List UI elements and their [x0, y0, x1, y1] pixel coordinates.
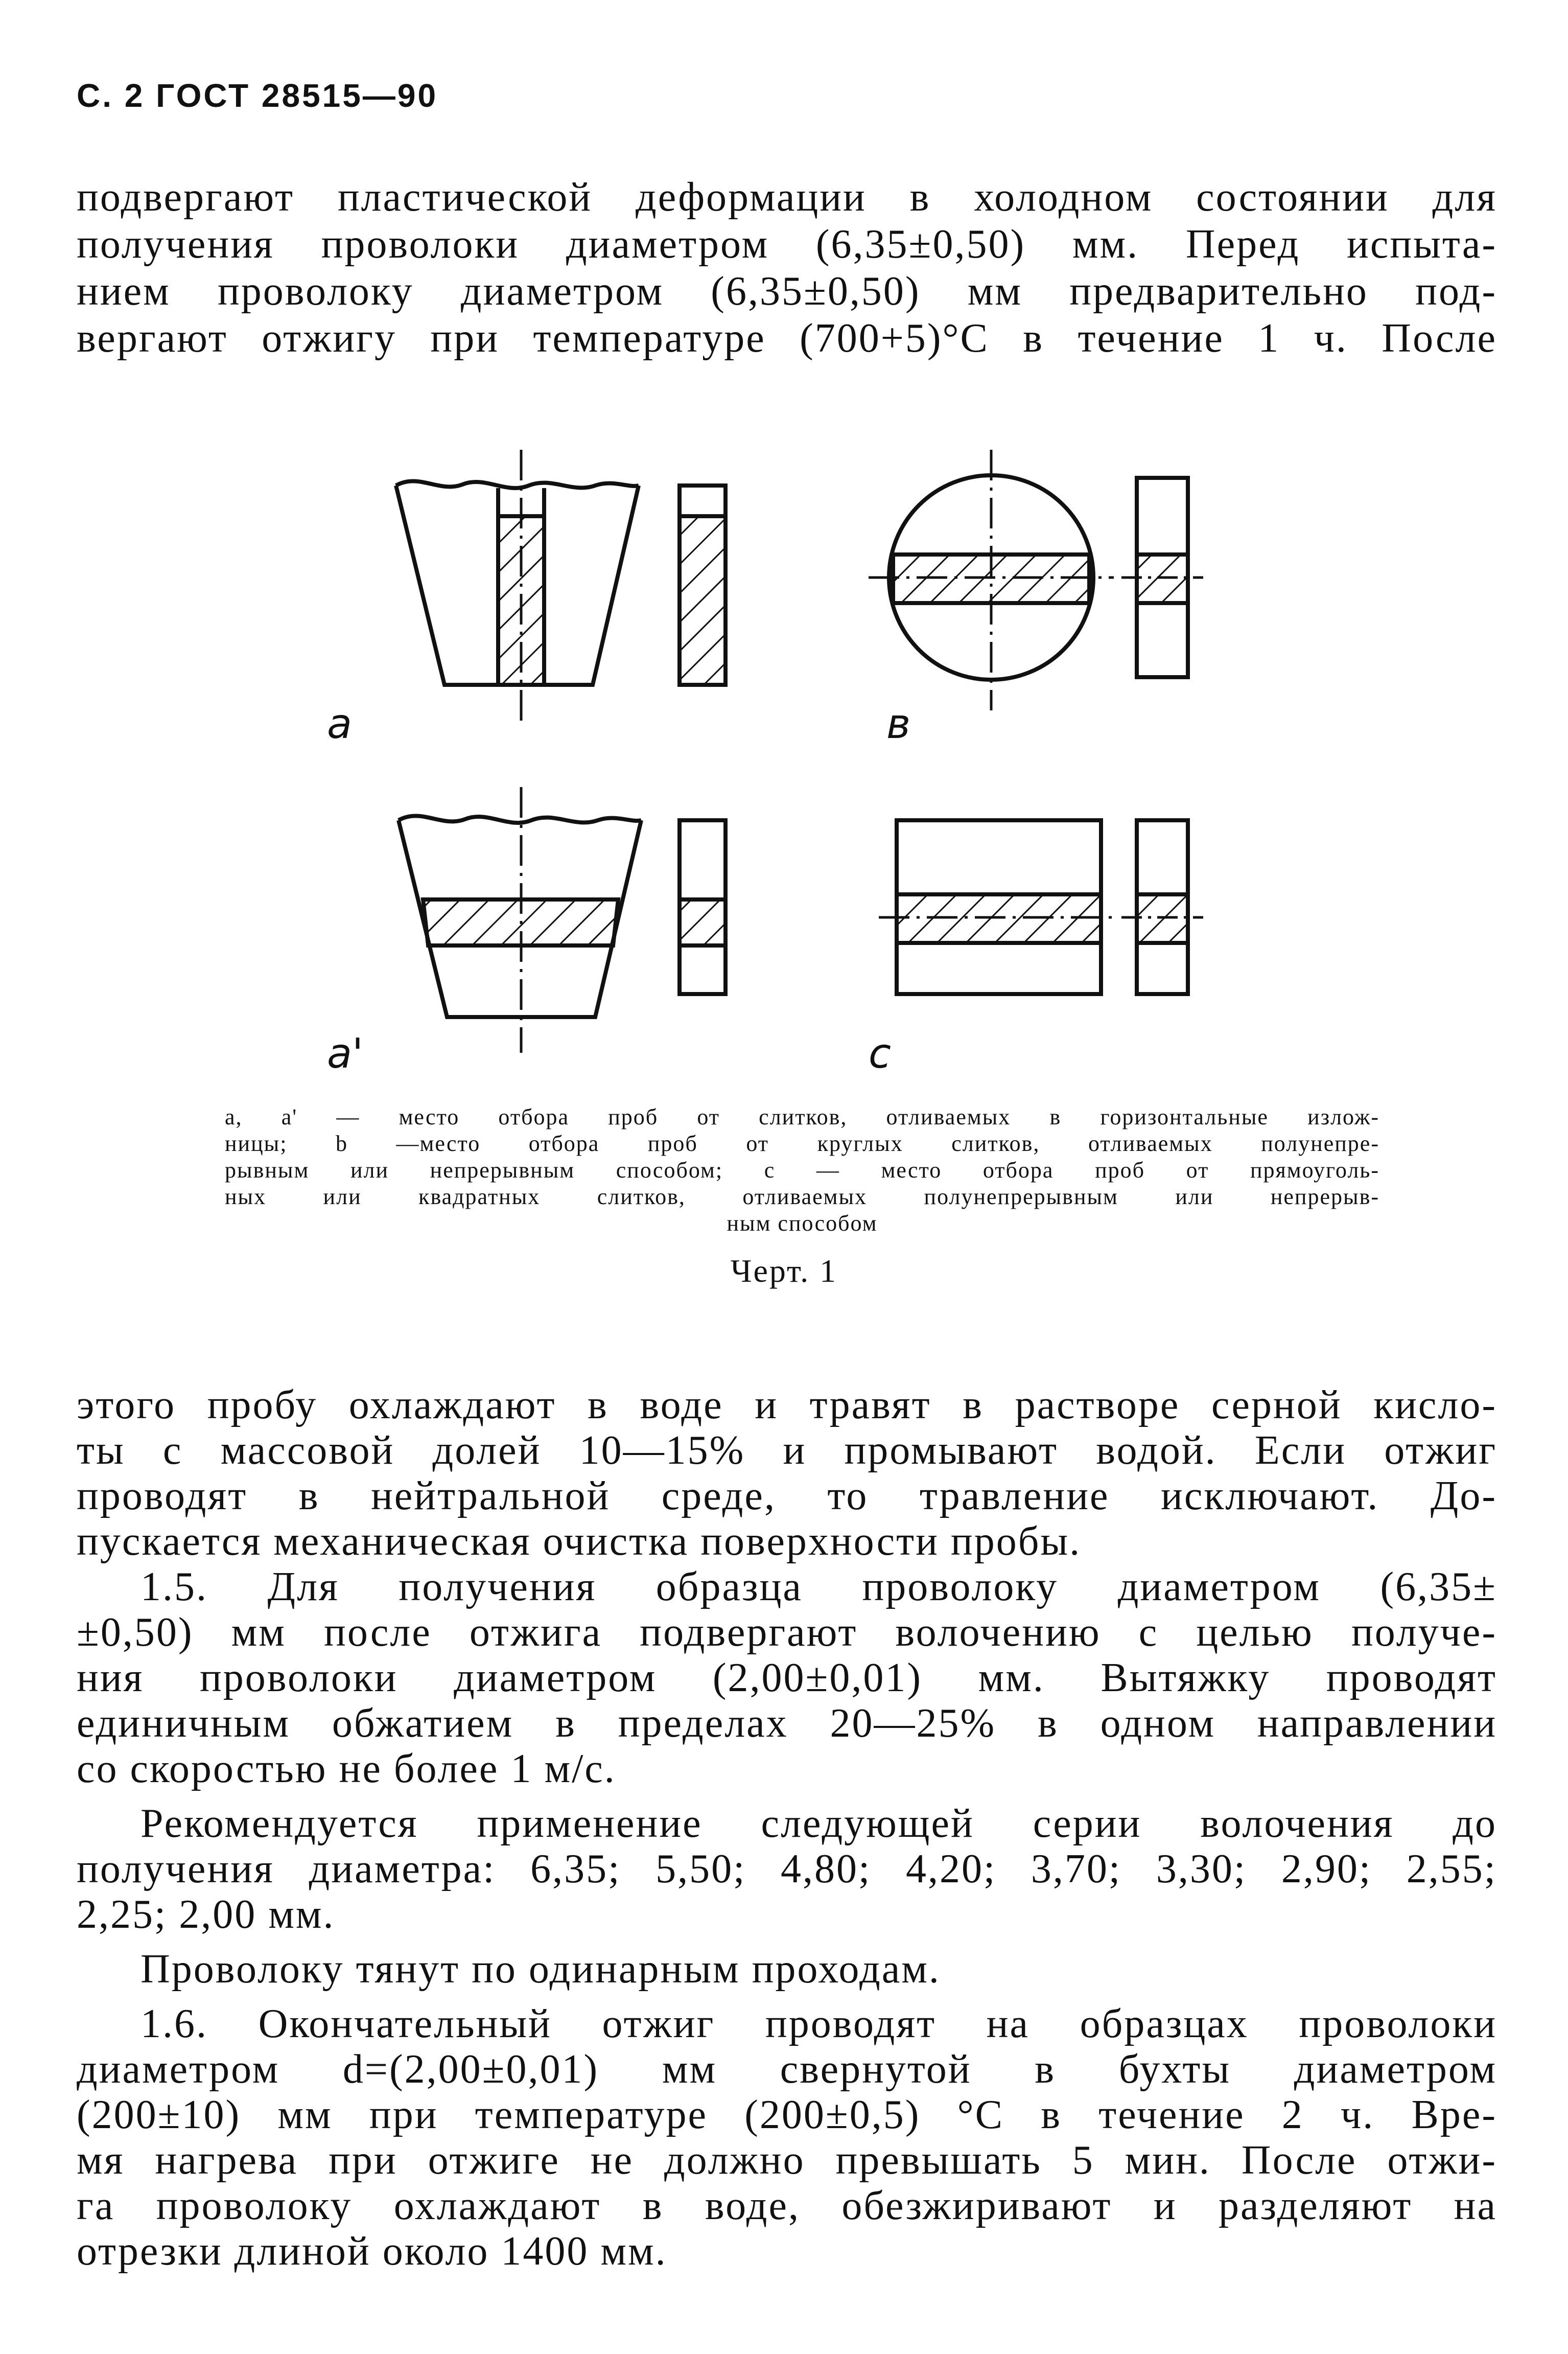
text-line: нием проволоку диаметром (6,35±0,50) мм предварительно под-	[77, 269, 1497, 314]
ingot-a	[396, 450, 726, 726]
page-header: С. 2 ГОСТ 28515—90	[77, 77, 438, 114]
text-line: ния проволоки диаметром (2,00±0,01) мм. Вытяжку проводят	[77, 1655, 1497, 1700]
text-line: единичным обжатием в пределах 20—25% в одном направлении	[77, 1701, 1497, 1746]
figure-caption	[225, 1104, 1379, 1237]
text-line: 1.6. Окончательный отжиг проводят на образцах проволоки	[141, 2001, 1497, 2046]
text-line: га проволоку охлаждают в воде, обезжиривают и разделяют на	[77, 2183, 1497, 2228]
text-line: подвергают пластической деформации в холодном состоянии для	[77, 175, 1497, 220]
text-line: вергают отжигу при температуре (700+5)°С в течение 1 ч. После	[77, 316, 1497, 361]
figure-label-a-prime: a'	[327, 1030, 364, 1077]
text-line: пускается механическая очистка поверхности пробы.	[77, 1519, 1082, 1564]
figure-label-b: в	[886, 700, 911, 748]
figure-label-c: c	[869, 1030, 891, 1077]
text-line: Проволоку тянут по одинарным проходам.	[141, 1947, 941, 1992]
caption-line: ным способом	[727, 1211, 878, 1236]
figure-title: Черт. 1	[730, 1253, 838, 1289]
ingot-c	[879, 820, 1203, 994]
text-line: диаметром d=(2,00±0,01) мм свернутой в бухты диаметром	[77, 2047, 1497, 2092]
text-line: со скоростью не более 1 м/с.	[77, 1746, 616, 1791]
figure-drawing	[0, 0, 1568, 1124]
body-text	[77, 1382, 1497, 2274]
text-line: 1.5. Для получения образца проволоку диаметром (6,35±	[141, 1564, 1497, 1609]
text-line: мя нагрева при отжиге не должно превышать 5 мин. После отжи-	[77, 2138, 1497, 2183]
text-line: ты с массовой долей 10—15% и промывают водой. Если отжиг	[77, 1428, 1497, 1473]
ingot-b	[869, 450, 1203, 710]
text-line: этого пробу охлаждают в воде и травят в растворе серной кисло-	[77, 1382, 1497, 1427]
text-line: проводят в нейтральной среде, то травление исключают. До-	[77, 1473, 1497, 1518]
text-line: ±0,50) мм после отжига подвергают волочению с целью получе-	[77, 1610, 1497, 1655]
text-line: Рекомендуется применение следующей серии волочения до	[141, 1801, 1497, 1846]
caption-line: ницы; b —место отбора проб от круглых слитков, отливаемых полунепре-	[225, 1131, 1379, 1156]
text-line: получения проволоки диаметром (6,35±0,50) мм. Перед испыта-	[77, 222, 1497, 267]
text-line: (200±10) мм при температуре (200±0,5) °С в течение 2 ч. Вре-	[77, 2092, 1497, 2137]
text-line: получения диаметра: 6,35; 5,50; 4,80; 4,20; 3,70; 3,30; 2,90; 2,55;	[77, 1847, 1497, 1891]
caption-line: рывным или непрерывным способом; c — место отбора проб от прямоуголь-	[225, 1158, 1379, 1183]
caption-line: a, a' — место отбора проб от слитков, отливаемых в горизонтальные излож-	[225, 1104, 1379, 1129]
ingot-a-prime	[399, 787, 726, 1053]
figure-label-a: a	[327, 700, 353, 748]
caption-line: ных или квадратных слитков, отливаемых полунепрерывным или непрерыв-	[225, 1184, 1379, 1209]
text-line: отрезки длиной около 1400 мм.	[77, 2229, 667, 2274]
text-line: 2,25; 2,00 мм.	[77, 1892, 335, 1937]
